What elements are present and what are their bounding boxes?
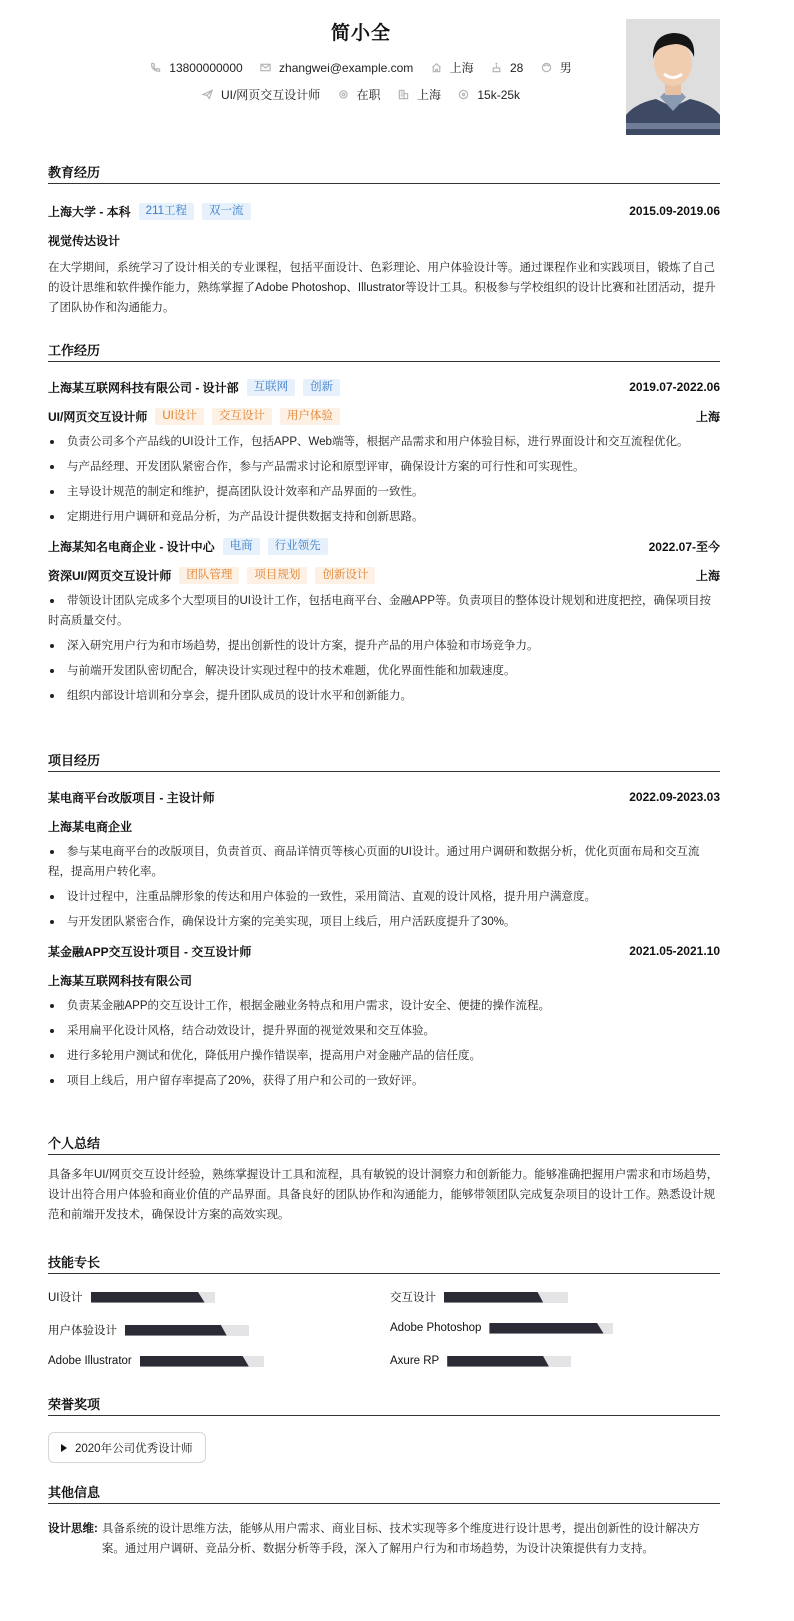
gender-icon	[541, 62, 552, 73]
contact-gender: 男	[541, 59, 572, 76]
skill-bar	[447, 1356, 571, 1367]
bullet-item: 采用扁平化设计风格，结合动效设计，提升界面的视觉效果和交互体验。	[48, 1021, 720, 1041]
skill-bar	[489, 1323, 613, 1334]
section-title-awards: 荣誉奖项	[48, 1394, 720, 1416]
project-entry	[48, 941, 720, 1091]
skill-name: Adobe Photoshop	[390, 1322, 482, 1334]
award-label: 2020年公司优秀设计师	[75, 1442, 193, 1455]
disclosure-triangle-icon	[61, 1444, 67, 1452]
bullet-item: 进行多轮用户测试和优化，降低用户操作错误率，提高用户对金融产品的信任度。	[48, 1046, 720, 1066]
project-bullets	[48, 996, 720, 1091]
section-title-other: 其他信息	[48, 1482, 720, 1504]
job-entry	[48, 536, 720, 706]
phone-icon	[150, 62, 161, 73]
section-title-projects: 项目经历	[48, 750, 720, 772]
job-info-row	[48, 86, 674, 103]
bullet-item: 设计过程中，注重品牌形象的传达和用户体验的一致性，采用简洁、直观的设计风格，提升用户满意度。	[48, 887, 720, 907]
profile-photo	[626, 19, 720, 135]
project-entry	[48, 787, 720, 932]
project-company: 上海某互联网科技有限公司	[48, 973, 193, 988]
role-tag: UI设计	[155, 408, 204, 425]
summary-text: 具备多年UI/网页交互设计经验，熟练掌握设计工具和流程，具有敏锐的设计洞察力和创新能力。能够准确把握用户需求和市场趋势，设计出符合用户体验和商业价值的产品界面。具备良好的团队协作和沟通能力，能够带领团队完成复杂项目的设计工作。熟悉设计规范和前端开发技术，确保设计方案的高效实现。	[48, 1169, 719, 1221]
company-tag: 互联网	[247, 379, 296, 396]
section-title-skills: 技能专长	[48, 1252, 720, 1274]
job-bullets	[48, 432, 720, 527]
contact-phone: 13800000000	[150, 61, 242, 75]
education-section	[48, 162, 720, 318]
role-name: 资深UI/网页交互设计师	[48, 568, 172, 583]
skill-name: 交互设计	[390, 1292, 436, 1304]
company-tag: 创新	[303, 379, 340, 396]
awards-section	[48, 1394, 720, 1463]
skill-bar	[140, 1356, 264, 1367]
school-tag: 211工程	[139, 203, 194, 220]
skill-name: 用户体验设计	[48, 1325, 117, 1337]
contact-city: 上海	[431, 59, 474, 76]
role-tag: 创新设计	[315, 567, 375, 584]
projects-section	[48, 750, 720, 1096]
resume-header	[48, 0, 720, 150]
role-tag: 团队管理	[179, 567, 239, 584]
role-tag: 交互设计	[212, 408, 272, 425]
bullet-item: 与产品经理、开发团队紧密合作，参与产品需求讨论和原型评审，确保设计方案的可行性和可实现性。	[48, 457, 720, 477]
home-icon	[431, 62, 442, 73]
major: 视觉传达设计	[48, 233, 121, 248]
project-bullets	[48, 842, 720, 932]
salary-icon	[458, 89, 469, 100]
bullet-item: 组织内部设计培训和分享会，提升团队成员的设计水平和创新能力。	[48, 686, 720, 706]
section-title-summary: 个人总结	[48, 1133, 720, 1155]
job-salary: 15k-25k	[458, 88, 520, 102]
bullet-item: 参与某电商平台的改版项目，负责首页、商品详情页等核心页面的UI设计。通过用户调研和数据分析，优化页面布局和交互流程，提高用户转化率。	[48, 842, 720, 882]
project-name: 某金融APP交互设计项目 - 交互设计师	[48, 944, 252, 959]
job-period: 2019.07-2022.06	[629, 380, 720, 394]
skill-bar	[125, 1325, 249, 1336]
job-status: 在职	[338, 86, 381, 103]
job-period: 2022.07-至今	[648, 539, 720, 554]
age-icon	[491, 62, 502, 73]
role-name: UI/网页交互设计师	[48, 409, 148, 424]
skill-item	[390, 1289, 568, 1305]
project-name: 某电商平台改版项目 - 主设计师	[48, 790, 215, 805]
skill-bar	[91, 1292, 215, 1303]
bullet-item: 带领设计团队完成多个大型项目的UI设计工作，包括电商平台、金融APP等。负责项目的整体设计规划和进度把控，确保项目按时高质量交付。	[48, 591, 720, 631]
bullet-item: 负责公司多个产品线的UI设计工作，包括APP、Web端等，根据产品需求和用户体验目标，进行界面设计和交互流程优化。	[48, 432, 720, 452]
bullet-item: 与开发团队紧密合作，确保设计方案的完美实现，项目上线后，用户活跃度提升了30%。	[48, 912, 720, 932]
skill-item	[48, 1322, 249, 1338]
section-title-work: 工作经历	[48, 340, 720, 362]
education-description: 在大学期间，系统学习了设计相关的专业课程，包括平面设计、色彩理论、用户体验设计等。通过课程作业和实践项目，锻炼了自己的设计思维和软件操作能力，熟练掌握了Adobe Photoshop、Illustrator等设计工具。积极参与学校组织的设计比赛和社团活动，提升了团队协作和沟通能力。	[48, 262, 716, 314]
company-tag: 行业领先	[268, 538, 328, 555]
job-location: 上海	[398, 86, 441, 103]
bullet-item: 负责某金融APP的交互设计工作，根据金融业务特点和用户需求，设计安全、便捷的操作流程。	[48, 996, 720, 1016]
bullet-item: 定期进行用户调研和竞品分析，为产品设计提供数据支持和创新思路。	[48, 507, 720, 527]
send-icon	[202, 89, 213, 100]
job-bullets	[48, 591, 720, 706]
skills-section	[48, 1252, 720, 1374]
building-icon	[398, 89, 409, 100]
skills-grid	[48, 1274, 720, 1374]
role-tag: 用户体验	[280, 408, 340, 425]
project-period: 2022.09-2023.03	[629, 790, 720, 804]
education-period: 2015.09-2019.06	[629, 204, 720, 218]
skill-bar	[444, 1292, 568, 1303]
other-info-row	[48, 1519, 720, 1559]
company-name: 上海某互联网科技有限公司 - 设计部	[48, 380, 239, 395]
candidate-name: 简小全	[330, 23, 391, 44]
mail-icon	[260, 62, 271, 73]
bullet-item: 深入研究用户行为和市场趋势，提出创新性的设计方案，提升产品的用户体验和市场竞争力。	[48, 636, 720, 656]
role-tag: 项目规划	[247, 567, 307, 584]
bullet-item: 主导设计规范的制定和维护，提高团队设计效率和产品界面的一致性。	[48, 482, 720, 502]
project-company: 上海某电商企业	[48, 819, 133, 834]
other-label: 设计思维:	[48, 1523, 98, 1535]
bullet-item: 项目上线后，用户留存率提高了20%，获得了用户和公司的一致好评。	[48, 1071, 720, 1091]
section-title-education: 教育经历	[48, 162, 720, 184]
school-name: 上海大学 - 本科	[48, 204, 131, 219]
job-entry	[48, 377, 720, 527]
project-period: 2021.05-2021.10	[629, 944, 720, 958]
skill-item	[390, 1355, 571, 1367]
contact-info-row	[48, 59, 674, 76]
portrait-image	[626, 19, 720, 135]
skill-name: UI设计	[48, 1292, 83, 1304]
skill-item	[48, 1289, 215, 1305]
contact-email: zhangwei@example.com	[260, 61, 413, 75]
bullet-item: 与前端开发团队密切配合，解决设计实现过程中的技术难题，优化界面性能和加载速度。	[48, 661, 720, 681]
skill-item	[48, 1355, 264, 1367]
work-section	[48, 340, 720, 711]
skill-name: Axure RP	[390, 1355, 440, 1367]
job-location: 上海	[695, 409, 720, 424]
job-location: 上海	[695, 568, 720, 583]
skill-item	[390, 1322, 613, 1334]
other-section	[48, 1482, 720, 1559]
award-item-toggle[interactable]	[48, 1432, 206, 1463]
resume-page	[48, 0, 720, 1555]
education-row	[48, 201, 720, 221]
contact-age: 28	[491, 61, 523, 75]
company-name: 上海某知名电商企业 - 设计中心	[48, 539, 215, 554]
job-title: UI/网页交互设计师	[202, 86, 320, 103]
school-tag: 双一流	[202, 203, 251, 220]
skill-name: Adobe Illustrator	[48, 1355, 132, 1367]
other-text: 具备系统的设计思维方法，能够从用户需求、商业目标、技术实现等多个维度进行设计思考，提出创新性的设计解决方案。通过用户调研、竞品分析、数据分析等手段，深入了解用户行为和市场趋势，为设计决策提供有力支持。	[101, 1523, 700, 1555]
company-tag: 电商	[223, 538, 260, 555]
status-icon	[338, 89, 349, 100]
summary-section	[48, 1133, 720, 1225]
